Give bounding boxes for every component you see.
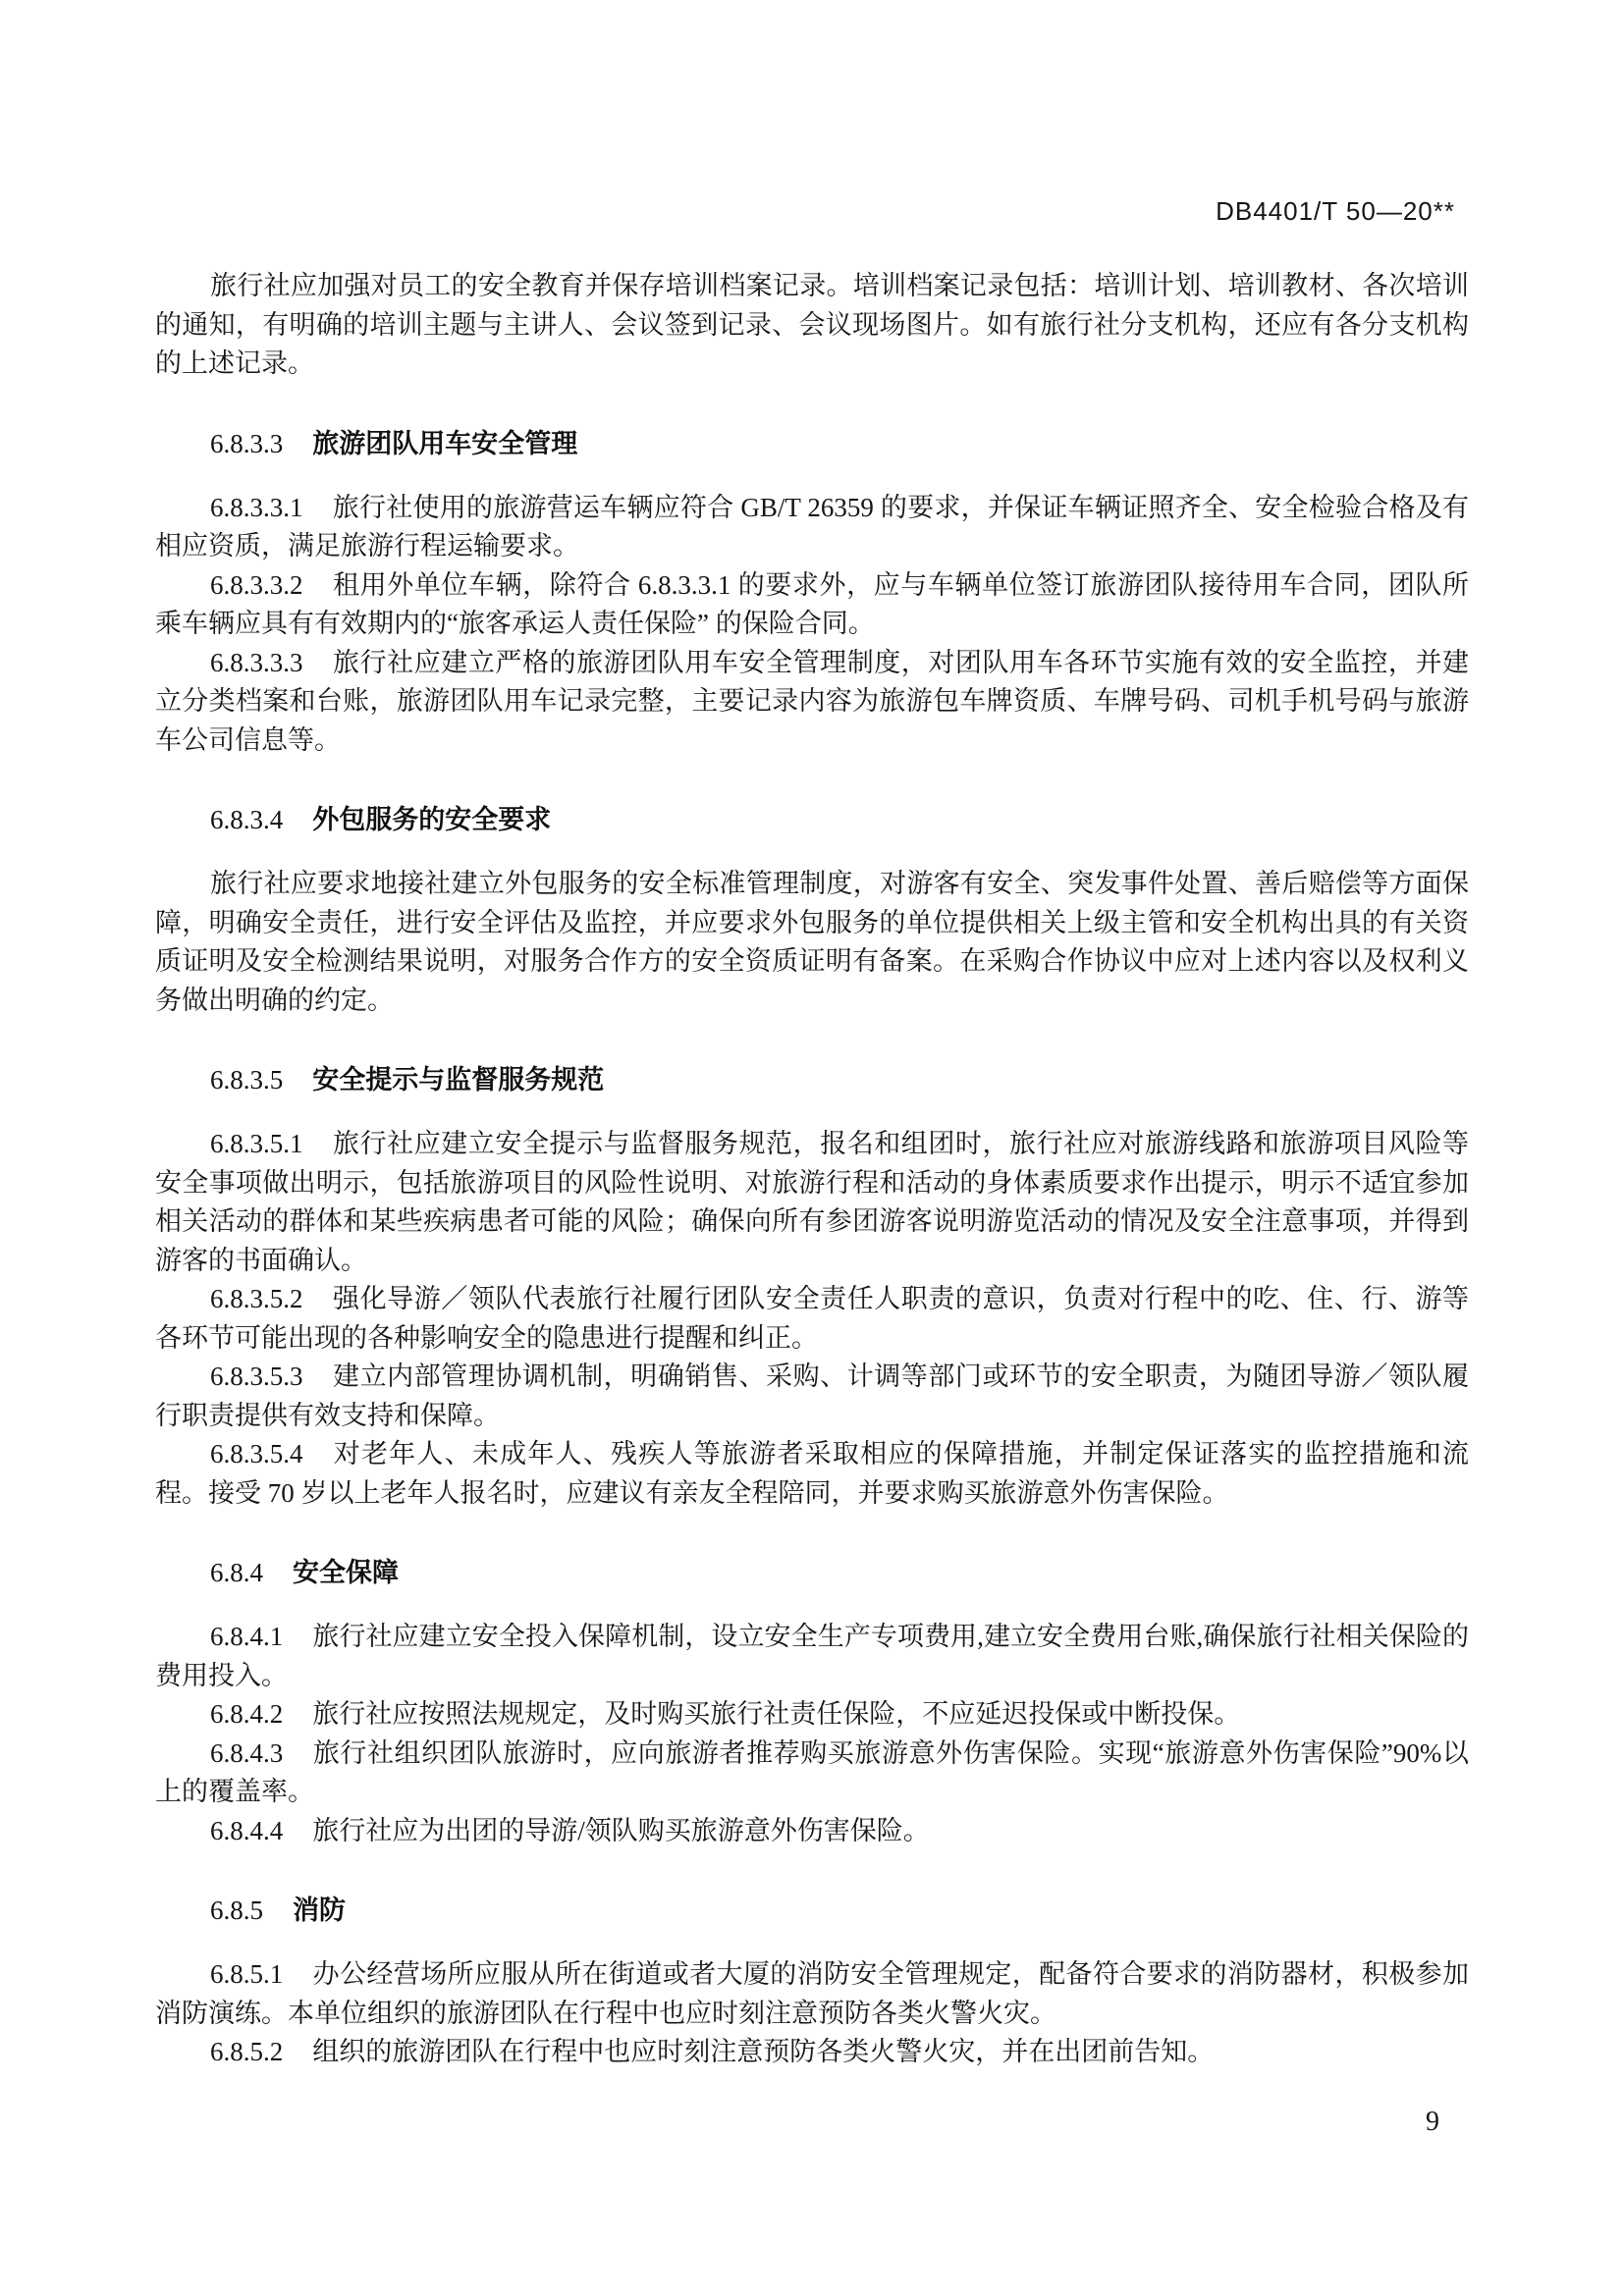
clause-text: 旅行社应为出团的导游/领队购买旅游意外伤害保险。 xyxy=(312,1815,930,1845)
clause-number: 6.8.5.2 xyxy=(210,2037,284,2066)
clause-text: 旅行社组织团队旅游时，应向旅游者推荐购买旅游意外伤害保险。实现“旅游意外伤害保险”90%以上的覆盖率。 xyxy=(155,1737,1469,1806)
clause-heading-title: 外包服务的安全要求 xyxy=(312,805,552,834)
clause-paragraph xyxy=(155,1358,1469,1435)
clause-number: 6.8.4.3 xyxy=(210,1737,284,1768)
clause-paragraph xyxy=(155,1435,1469,1513)
clause-paragraph xyxy=(155,1280,1469,1358)
clause-number: 6.8.3.5.4 xyxy=(210,1439,303,1468)
clause-number: 6.8.3.3.2 xyxy=(210,569,303,600)
paragraph-text: 旅行社应要求地接社建立外包服务的安全标准管理制度，对游客有安全、突发事件处置、善后赔偿等方面保障，明确安全责任，进行安全评估及监控，并应要求外包服务的单位提供相关上级主管和安全机构出具的有关资质证明及安全检测结果说明，对服务合作方的安全资质证明有备案。在采购合作协议中应对上述内容以及权利义务做出明确的约定。 xyxy=(155,869,1469,1015)
body-paragraph xyxy=(155,865,1469,1020)
clause-paragraph xyxy=(155,644,1469,761)
clause-number: 6.8.3.5.3 xyxy=(210,1362,303,1391)
clause-text: 组织的旅游团队在行程中也应时刻注意预防各类火警火灾，并在出团前告知。 xyxy=(312,2037,1215,2066)
clause-text: 租用外单位车辆，除符合 6.8.3.3.1 的要求外，应与车辆单位签订旅游团队接待用车合同，团队所乘车辆应具有有效期内的“旅客承运人责任保险” 的保险合同。 xyxy=(155,569,1469,638)
standard-number: DB4401/T 50—20** xyxy=(1216,196,1455,226)
clause-text: 旅行社应按照法规规定，及时购买旅行社责任保险，不应延迟投保或中断投保。 xyxy=(312,1699,1241,1729)
clause-number: 6.8.3.5.1 xyxy=(210,1129,303,1158)
clause-heading xyxy=(155,1061,1469,1099)
page-number: 9 xyxy=(1426,2107,1439,2137)
clause-text: 旅行社应建立安全提示与监督服务规范，报名和组团时，旅行社应对旅游线路和旅游项目风险等安全事项做出明示，包括旅游项目的风险性说明、对旅游行程和活动的身体素质要求作出提示，明示不适宜参加相关活动的群体和某些疾病患者可能的风险；确保向所有参团游客说明游览活动的情况及安全注意事项，并得到游客的书面确认。 xyxy=(155,1129,1469,1275)
clause-heading-number: 6.8.3.4 xyxy=(210,805,284,834)
clause-number: 6.8.4.1 xyxy=(210,1622,284,1651)
clause-paragraph xyxy=(155,1618,1469,1695)
clause-text: 旅行社使用的旅游营运车辆应符合 GB/T 26359 的要求，并保证车辆证照齐全、安全检验合格及有相应资质，满足旅游行程运输要求。 xyxy=(155,492,1469,561)
clause-paragraph xyxy=(155,566,1469,644)
clause-heading xyxy=(155,1554,1469,1592)
clause-heading-number: 6.8.5 xyxy=(210,1896,263,1925)
body-paragraph xyxy=(155,267,1469,384)
clause-heading-number: 6.8.3.3 xyxy=(210,428,284,458)
clause-paragraph xyxy=(155,1955,1469,2033)
clause-paragraph xyxy=(155,1812,1469,1851)
clause-number: 6.8.3.3.3 xyxy=(210,647,303,677)
clause-text: 对老年人、未成年人、残疾人等旅游者采取相应的保障措施，并制定保证落实的监控措施和流程。接受 70 岁以上老年人报名时，应建议有亲友全程陪同，并要求购买旅游意外伤害保险。 xyxy=(155,1439,1469,1508)
paragraph-text: 旅行社应加强对员工的安全教育并保存培训档案记录。培训档案记录包括：培训计划、培训教材、各次培训的通知，有明确的培训主题与主讲人、会议签到记录、会议现场图片。如有旅行社分支机构，还应有各分支机构的上述记录。 xyxy=(155,271,1469,378)
clause-heading-number: 6.8.3.5 xyxy=(210,1065,284,1095)
clause-text: 办公经营场所应服从所在街道或者大厦的消防安全管理规定，配备符合要求的消防器材，积极参加消防演练。本单位组织的旅游团队在行程中也应时刻注意预防各类火警火灾。 xyxy=(155,1959,1469,2028)
clause-text: 旅行社应建立严格的旅游团队用车安全管理制度，对团队用车各环节实施有效的安全监控，并建立分类档案和台账，旅游团队用车记录完整，主要记录内容为旅游包车牌资质、车牌号码、司机手机号码与旅游车公司信息等。 xyxy=(155,647,1469,755)
clause-paragraph xyxy=(155,1125,1469,1280)
clause-text: 建立内部管理协调机制，明确销售、采购、计调等部门或环节的安全职责，为随团导游／领队履行职责提供有效支持和保障。 xyxy=(155,1362,1469,1430)
clause-number: 6.8.5.1 xyxy=(210,1959,284,1989)
clause-paragraph xyxy=(155,489,1469,566)
document-content xyxy=(155,267,1469,2072)
clause-number: 6.8.3.5.2 xyxy=(210,1284,303,1313)
clause-paragraph xyxy=(155,1735,1469,1812)
clause-number: 6.8.4.4 xyxy=(210,1815,284,1845)
clause-heading-title: 旅游团队用车安全管理 xyxy=(312,428,578,458)
clause-heading xyxy=(155,425,1469,463)
clause-text: 旅行社应建立安全投入保障机制，设立安全生产专项费用,建立安全费用台账,确保旅行社相关保险的费用投入。 xyxy=(155,1622,1469,1690)
clause-heading xyxy=(155,801,1469,839)
clause-heading xyxy=(155,1892,1469,1930)
clause-number: 6.8.4.2 xyxy=(210,1699,284,1729)
clause-heading-title: 安全保障 xyxy=(293,1558,399,1587)
clause-heading-title: 安全提示与监督服务规范 xyxy=(312,1065,605,1095)
clause-paragraph xyxy=(155,2033,1469,2072)
clause-paragraph xyxy=(155,1695,1469,1735)
clause-heading-number: 6.8.4 xyxy=(210,1558,263,1587)
clause-number: 6.8.3.3.1 xyxy=(210,492,303,522)
clause-heading-title: 消防 xyxy=(293,1896,346,1925)
clause-text: 强化导游／领队代表旅行社履行团队安全责任人职责的意识，负责对行程中的吃、住、行、游等各环节可能出现的各种影响安全的隐患进行提醒和纠正。 xyxy=(155,1284,1469,1353)
